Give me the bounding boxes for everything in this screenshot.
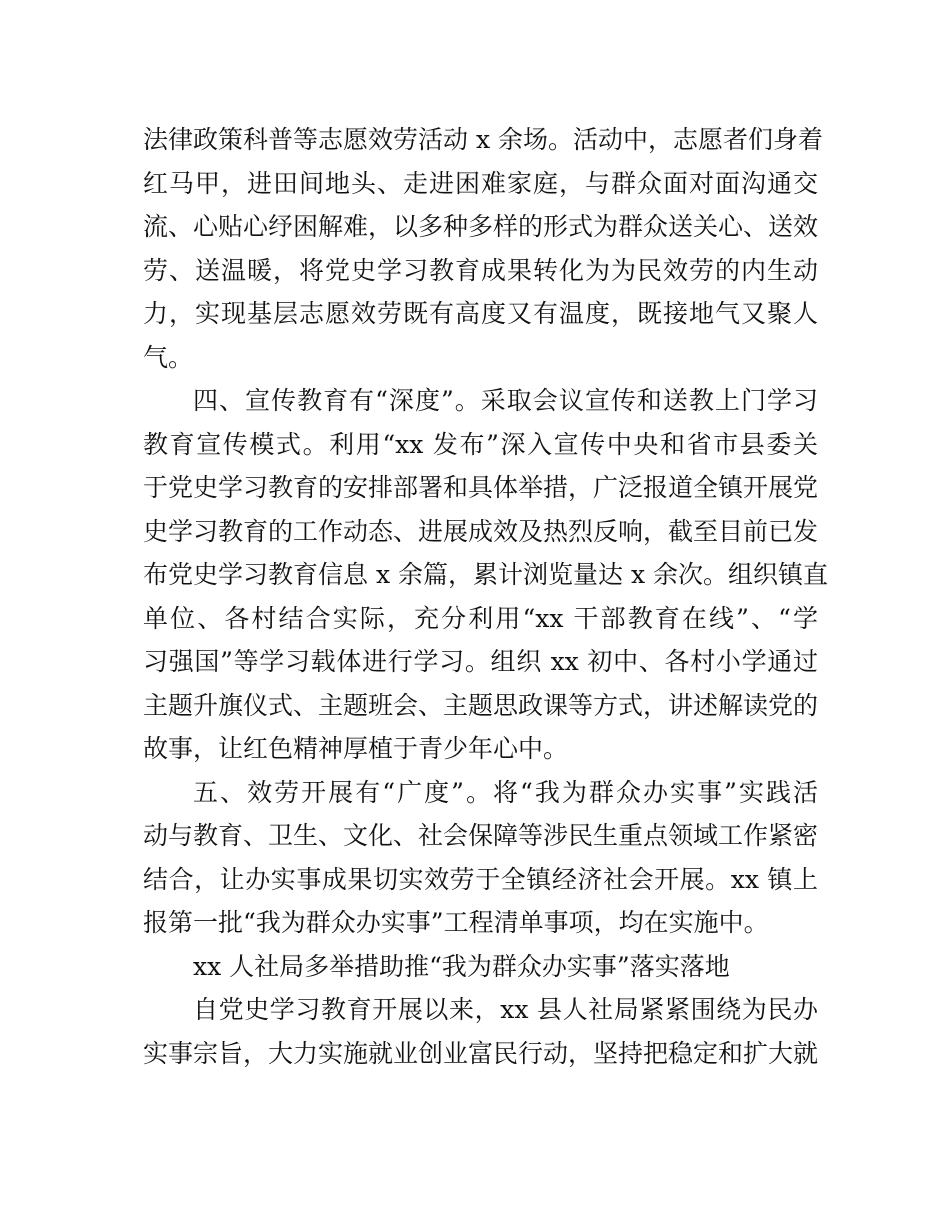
text-line: 布党史学习教育信息 x 余篇，累计浏览量达 x 余次。组织镇直 xyxy=(143,560,828,589)
text-line: 报第一批“我为群众办实事”工程清单事项，均在实施中。 xyxy=(143,908,769,937)
document-body xyxy=(143,118,828,1075)
text-line: 力，实现基层志愿效劳既有高度又有温度，既接地气又聚人 xyxy=(143,299,818,328)
text-line: 自党史学习教育开展以来，xx 县人社局紧紧围绕为民办 xyxy=(193,995,818,1024)
text-line: 气。 xyxy=(143,342,194,372)
text-line: 动与教育、卫生、文化、社会保障等涉民生重点领域工作紧密 xyxy=(143,821,819,850)
text-line: 习强国”等学习载体进行学习。组织 xx 初中、各村小学通过 xyxy=(143,647,818,676)
article-title: xx 人社局多举措助推“我为群众办实事”落实落地 xyxy=(193,951,730,981)
section-four-heading-line: 四、宣传教育有“深度”。采取会议宣传和送教上门学习 xyxy=(193,386,818,415)
text-line: 史学习教育的工作动态、进展成效及热烈反响，截至目前已发 xyxy=(143,516,819,546)
text-line: 流、心贴心纾困解难，以多种多样的形式为群众送关心、送效 xyxy=(143,212,819,241)
text-line: 单位、各村结合实际，充分利用“xx 干部教育在线”、“学 xyxy=(143,603,818,633)
section-five-heading-line: 五、效劳开展有“广度”。将“我为群众办实事”实践活 xyxy=(193,777,818,807)
text-line: 法律政策科普等志愿效劳活动 x 余场。活动中，志愿者们身着 xyxy=(143,125,823,154)
text-line: 教育宣传模式。利用“xx 发布”深入宣传中央和省市县委关 xyxy=(143,429,818,459)
text-line: 劳、送温暖，将党史学习教育成果转化为为民效劳的内生动 xyxy=(143,255,818,285)
text-line: 实事宗旨，大力实施就业创业富民行动，坚持把稳定和扩大就 xyxy=(143,1038,819,1068)
text-line: 红马甲，进田间地头、走进困难家庭，与群众面对面沟通交 xyxy=(143,168,818,198)
text-line: 于党史学习教育的安排部署和具体举措，广泛报道全镇开展党 xyxy=(143,473,819,502)
text-line: 主题升旗仪式、主题班会、主题思政课等方式，讲述解读党的 xyxy=(143,690,819,720)
text-line: 故事，让红色精神厚植于青少年心中。 xyxy=(143,734,569,763)
text-line: 结合，让办实事成果切实效劳于全镇经济社会开展。xx 镇上 xyxy=(143,864,818,894)
